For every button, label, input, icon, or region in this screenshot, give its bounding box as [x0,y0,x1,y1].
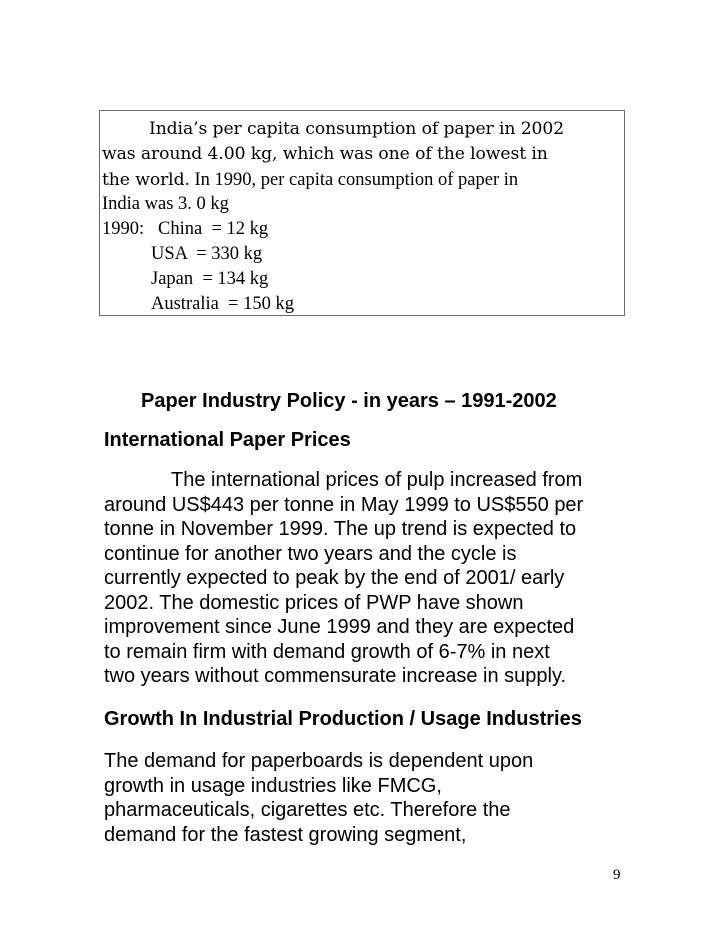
note-line: was around 4.00 kg, which was one of the lowest in [102,144,548,164]
note-line [102,167,624,192]
section-heading-international-prices: International Paper Prices [104,429,351,451]
consumption-note-box [99,110,625,316]
note-line: USA = 330 kg [151,244,263,264]
paragraph-line: growth in usage industries like FMCG, [104,774,442,797]
note-line: Japan = 134 kg [151,269,269,289]
page-number: 9 [613,867,621,883]
paragraph-line: pharmaceuticals, cigarettes etc. Therefore the [104,799,511,821]
paragraph-line: The demand for paperboards is dependent upon [104,750,534,772]
note-line-part: the world. [102,170,190,190]
paragraph-line: The international prices of pulp increased from [171,469,583,491]
paragraph-line: to remain firm with demand growth of 6-7% in next [104,640,550,663]
note-line: India’s per capita consumption of paper in 2002 [149,119,565,139]
paragraph-line: demand for the fastest growing segment, [104,823,467,846]
note-line-part: In 1990, per capita consumption of paper in [189,170,519,190]
paragraph-line: 2002. The domestic prices of PWP have shown [104,591,524,614]
paragraph-growth-usage [104,749,644,847]
note-line: 1990: China = 12 kg [102,219,269,239]
section-heading-growth-usage: Growth In Industrial Production / Usage Industries [104,708,582,730]
paragraph-line: continue for another two years and the cycle is [104,542,517,565]
paragraph-line: improvement since June 1999 and they are expected [104,616,575,638]
paragraph-international-prices [104,468,644,689]
paragraph-line: two years without commensurate increase in supply. [104,665,567,687]
policy-title: Paper Industry Policy - in years – 1991-2002 [141,390,557,412]
note-line: India was 3. 0 kg [102,194,229,214]
paragraph-line: tonne in November 1999. The up trend is expected to [104,518,577,540]
paragraph-line: currently expected to peak by the end of 2001/ early [104,567,565,589]
paragraph-line: around US$443 per tonne in May 1999 to US$550 per [104,493,584,516]
note-line: Australia = 150 kg [151,294,294,314]
